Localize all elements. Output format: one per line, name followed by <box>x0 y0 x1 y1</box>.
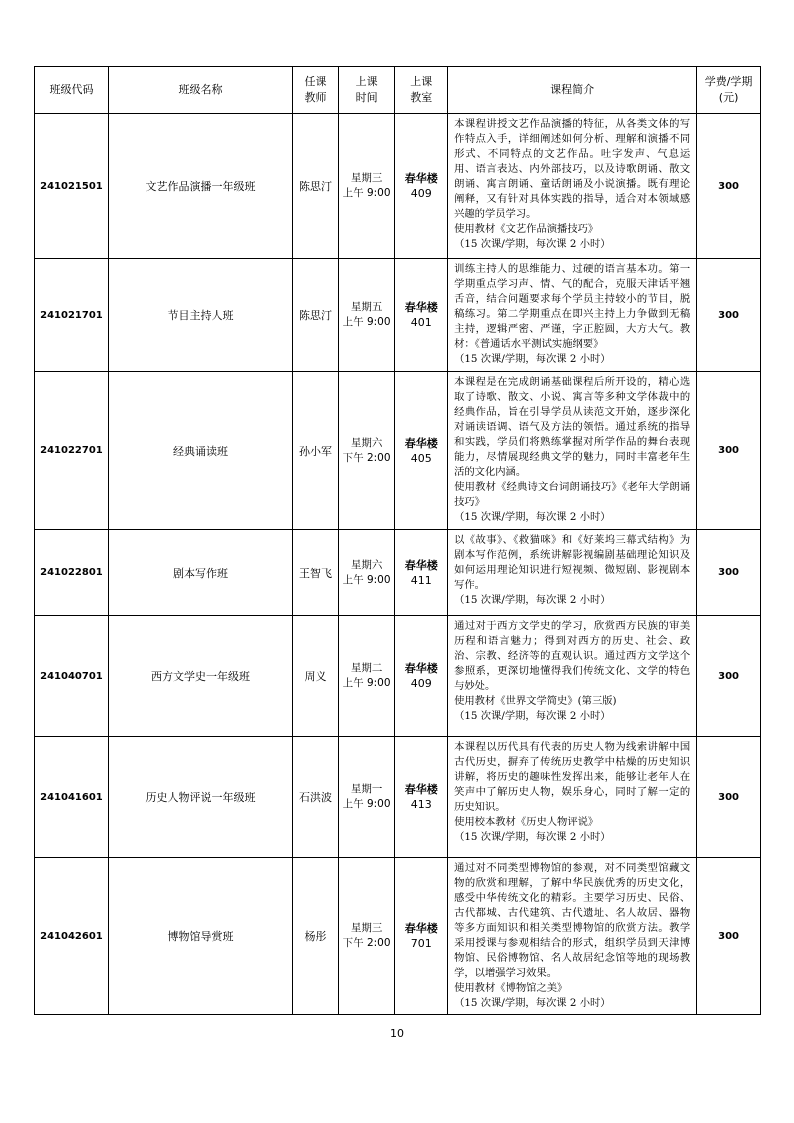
fee-cell <box>697 858 761 1015</box>
room-cell <box>395 259 448 372</box>
teacher-cell <box>293 114 339 259</box>
description-cell <box>448 858 697 1015</box>
teacher-name: 石洪波 <box>298 791 332 804</box>
class-name: 西方文学史一年级班 <box>151 670 251 683</box>
room-cell <box>395 737 448 858</box>
teacher-name: 王智飞 <box>298 566 332 580</box>
description-line: 本课程讲授文艺作品演播的特征，从各类文体的写作特点入手，详细阐述如何分析、理解和演播不同形式、不同特点的文艺作品。吐字发声、气息运用、语言表达、内外部技巧，以及诗歌朗诵、散文朗诵、寓言朗诵、童话朗诵及小说演播。既有理论阐释，又有针对具体实践的指导，适合对本领域感兴趣的学员学习。 <box>454 118 691 220</box>
class-code-cell <box>35 114 109 259</box>
class-code: 241021501 <box>40 180 103 192</box>
description-cell <box>448 372 697 530</box>
description-line: （15 次课/学期，每次课 2 小时） <box>454 831 611 843</box>
table-row <box>35 259 761 372</box>
class-code: 241021701 <box>40 309 103 321</box>
fee-amount: 300 <box>718 309 740 321</box>
class-time: 上午 9:00 <box>342 187 391 199</box>
time-cell <box>338 858 395 1015</box>
header-time: 上课 时间 <box>338 67 395 114</box>
description-line: （15 次课/学期，每次课 2 小时） <box>454 594 611 606</box>
time-cell <box>338 530 395 616</box>
description-line: 训练主持人的思维能力、过硬的语言基本功。第一学期重点学习声、情、气的配合，克服天津话平翘舌音，结合问题要求每个学员主持较小的节目，脱稿练习。第二学期重点在即兴主持上力争做到无稿主持，逻辑严密、严谨，字正腔圆，大方大气。教材：《普通话水平测试实施纲要》 <box>454 263 691 350</box>
class-code: 241041601 <box>40 791 103 803</box>
class-time: 上午 9:00 <box>342 573 391 586</box>
description-line: （15 次课/学期，每次课 2 小时） <box>454 997 611 1009</box>
class-name-cell <box>108 737 292 858</box>
class-day: 星期三 <box>350 922 383 934</box>
table-row <box>35 372 761 530</box>
teacher-cell <box>293 737 339 858</box>
page-number: 10 <box>390 1027 404 1040</box>
class-time: 上午 9:00 <box>342 316 391 328</box>
building-name: 春华楼 <box>404 662 438 675</box>
description-cell <box>448 616 697 737</box>
class-day: 星期二 <box>350 662 383 674</box>
class-name: 博物馆导赏班 <box>167 930 234 943</box>
building-name: 春华楼 <box>404 301 438 314</box>
class-name: 剧本写作班 <box>173 566 229 580</box>
description-line: 本课程是在完成朗诵基础课程后所开设的，精心选取了诗歌、散文、小说、寓言等多种文学体裁中的经典作品，旨在引导学员从读范文开始，逐步深化对诵读语调、语气及方法的领悟。通过系统的指导和实践，学员们将熟练掌握对所学作品的舞台表现能力，尽情展现经典文学的魅力，同时丰富老年生活的文化内涵。 <box>454 376 691 478</box>
teacher-cell <box>293 616 339 737</box>
fee-cell <box>697 530 761 616</box>
course-table <box>34 66 761 1015</box>
fee-amount: 300 <box>718 180 740 192</box>
class-code-cell <box>35 858 109 1015</box>
class-name-cell <box>108 259 292 372</box>
description-line: （15 次课/学期，每次课 2 小时） <box>454 353 611 365</box>
class-name-cell <box>108 858 292 1015</box>
fee-cell <box>697 737 761 858</box>
table-row <box>35 114 761 259</box>
class-time: 下午 2:00 <box>342 937 391 949</box>
class-name: 历史人物评说一年级班 <box>145 791 256 804</box>
class-time: 上午 9:00 <box>342 798 391 810</box>
description-line: 使用教材《世界文学简史》(第三版) <box>454 695 617 707</box>
fee-cell <box>697 616 761 737</box>
class-name-cell <box>108 114 292 259</box>
header-teacher: 任课 教师 <box>293 67 339 114</box>
room-number: 701 <box>410 937 432 950</box>
teacher-name: 周义 <box>304 670 327 683</box>
description-line: 以《故事》、《救猫咪》和《好莱坞三幕式结构》为剧本写作范例，系统讲解影视编剧基础理论知识及如何运用理论知识进行短视频、微短剧、影视剧本写作。 <box>454 534 691 591</box>
description-cell <box>448 530 697 616</box>
table-row <box>35 616 761 737</box>
room-number: 401 <box>410 316 432 329</box>
description-line: 通过对不同类型博物馆的参观，对不同类型馆藏文物的欣赏和理解，了解中华民族优秀的历史文化，感受中华传统文化的精彩。主要学习历史、民俗、古代都城、古代建筑、古代遗址、名人故居、器物等多方面知识和相关类型博物馆的欣赏方法。教学采用授课与参观相结合的形式，组织学员到天津博物馆、民俗博物馆、名人故居纪念馆等地的现场教学，以增强学习效果。 <box>454 862 691 979</box>
table-row <box>35 858 761 1015</box>
room-cell <box>395 114 448 259</box>
class-day: 星期五 <box>350 301 383 313</box>
teacher-name: 杨彤 <box>304 930 327 943</box>
class-day: 星期六 <box>350 436 383 449</box>
class-code-cell <box>35 372 109 530</box>
fee-amount: 300 <box>718 791 740 803</box>
building-name: 春华楼 <box>404 783 438 796</box>
class-code-cell <box>35 737 109 858</box>
teacher-cell <box>293 372 339 530</box>
description-line: （15 次课/学期，每次课 2 小时） <box>454 710 611 722</box>
class-code: 241040701 <box>40 670 103 682</box>
building-name: 春华楼 <box>404 172 438 185</box>
description-cell <box>448 114 697 259</box>
table-row <box>35 737 761 858</box>
class-code-cell <box>35 530 109 616</box>
room-number: 411 <box>410 573 432 587</box>
description-cell <box>448 737 697 858</box>
header-name: 班级名称 <box>108 67 292 114</box>
table-row <box>35 530 761 616</box>
fee-cell <box>697 372 761 530</box>
room-cell <box>395 616 448 737</box>
time-cell <box>338 114 395 259</box>
description-cell <box>448 259 697 372</box>
header-room: 上课 教室 <box>395 67 448 114</box>
class-name: 经典诵读班 <box>173 444 229 458</box>
teacher-name: 孙小军 <box>298 444 332 458</box>
time-cell <box>338 259 395 372</box>
class-name-cell <box>108 530 292 616</box>
fee-amount: 300 <box>718 670 740 682</box>
room-cell <box>395 530 448 616</box>
class-name-cell <box>108 372 292 530</box>
description-line: 通过对于西方文学史的学习，欣赏西方民族的审美历程和语言魅力；得到对西方的历史、社会、政治、宗教、经济等的直观认识。通过西方文学这个参照系，更深切地懂得我们传统文化、文学的特色与妙处。 <box>454 620 691 692</box>
fee-amount: 300 <box>718 567 740 578</box>
class-time: 上午 9:00 <box>342 677 391 689</box>
description-line: 使用教材《文艺作品演播技巧》 <box>454 223 599 235</box>
room-cell <box>395 372 448 530</box>
description-line: （15 次课/学期，每次课 2 小时） <box>454 511 611 523</box>
room-number: 409 <box>410 187 432 200</box>
header-desc: 课程简介 <box>448 67 697 114</box>
fee-amount: 300 <box>718 445 740 456</box>
description-line: 本课程以历代具有代表的历史人物为线索讲解中国古代历史，摒弃了传统历史教学中枯燥的历史知识讲解，将历史的趣味性发挥出来，能够让老年人在笑声中了解历史人物，娱乐身心，同时了解一定的历史知识。 <box>454 741 691 813</box>
description-line: 使用教材《经典诗文台词朗诵技巧》《老年大学朗诵技巧》 <box>454 481 691 508</box>
room-number: 413 <box>410 798 432 811</box>
class-code: 241022801 <box>40 567 103 578</box>
teacher-cell <box>293 530 339 616</box>
class-time: 下午 2:00 <box>342 451 391 464</box>
class-code-cell <box>35 259 109 372</box>
class-code-cell <box>35 616 109 737</box>
building-name: 春华楼 <box>404 436 438 450</box>
building-name: 春华楼 <box>404 922 438 935</box>
fee-amount: 300 <box>718 930 740 942</box>
class-code: 241042601 <box>40 930 103 942</box>
header-code: 班级代码 <box>35 67 109 114</box>
teacher-name: 陈思汀 <box>298 309 332 322</box>
description-line: （15 次课/学期，每次课 2 小时） <box>454 238 611 250</box>
teacher-name: 陈思汀 <box>298 180 332 193</box>
class-name: 文艺作品演播一年级班 <box>145 180 256 193</box>
building-name: 春华楼 <box>404 558 438 572</box>
class-code: 241022701 <box>40 445 103 456</box>
time-cell <box>338 616 395 737</box>
class-name-cell <box>108 616 292 737</box>
room-cell <box>395 858 448 1015</box>
class-day: 星期三 <box>350 172 383 184</box>
fee-cell <box>697 259 761 372</box>
class-day: 星期六 <box>350 558 383 571</box>
description-line: 使用教材《博物馆之美》 <box>454 982 568 994</box>
class-name: 节目主持人班 <box>167 309 234 322</box>
header-row <box>35 67 761 114</box>
time-cell <box>338 737 395 858</box>
class-day: 星期一 <box>350 783 383 795</box>
room-number: 405 <box>410 451 432 465</box>
room-number: 409 <box>410 677 432 690</box>
header-fee: 学费/学期 (元) <box>697 67 761 114</box>
time-cell <box>338 372 395 530</box>
description-line: 使用校本教材《历史人物评说》 <box>454 816 599 828</box>
teacher-cell <box>293 259 339 372</box>
fee-cell <box>697 114 761 259</box>
teacher-cell <box>293 858 339 1015</box>
